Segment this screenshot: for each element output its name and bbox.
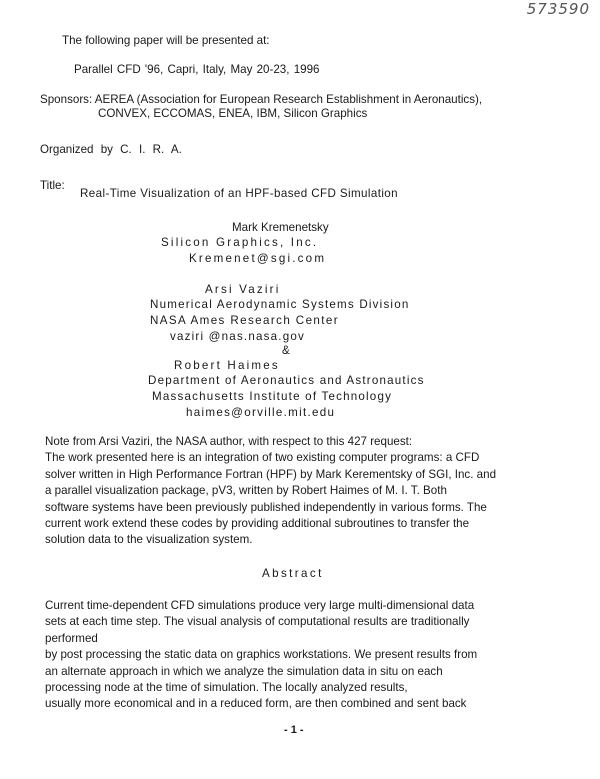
title-label: Title: <box>40 179 65 192</box>
author-1-affiliation: Silicon Graphics, Inc. <box>161 236 319 249</box>
handwritten-id: 573590 <box>526 0 590 18</box>
note-line: current work extend these codes by providing additional subroutines to transfer the <box>45 517 470 531</box>
note-line: Note from Arsi Vaziri, the NASA author, with respect to this 427 request: <box>45 435 413 448</box>
note-line: solver written in High Performance Fortran (HPF) by Mark Kerementsky of SGI, Inc. and <box>45 467 497 481</box>
author-2-name: Arsi Vaziri <box>205 283 281 296</box>
note-line: a parallel visualization package, pV3, written by Robert Haimes of M. I. T. Both <box>45 484 447 498</box>
abstract-heading: Abstract <box>262 567 324 580</box>
abstract-paragraph <box>45 598 580 713</box>
author-3-email: haimes@orville.mit.edu <box>186 406 336 419</box>
author-2-affiliation-2: NASA Ames Research Center <box>150 314 340 327</box>
author-3-affiliation-2: Massachusetts Institute of Technology <box>152 390 393 403</box>
ampersand: & <box>282 344 290 357</box>
note-line: software systems have been previously published independently in various forms. The <box>45 500 487 514</box>
author-3-name: Robert Haimes <box>174 359 280 372</box>
organized-line: Organized by C. I. R. A. <box>40 143 182 156</box>
sponsors-line-1: Sponsors: AEREA (Association for European Research Establishment in Aeronautics), <box>40 93 483 106</box>
author-3-affiliation-1: Department of Aeronautics and Astronautics <box>148 374 425 387</box>
note-line: solution data to the visualization system. <box>45 533 253 547</box>
note-line: The work presented here is an integration of two existing computer programs: a CFD <box>45 451 480 465</box>
page-number: - 1 - <box>284 724 304 736</box>
author-1-name: Mark Kremenetsky <box>232 221 329 234</box>
sponsors-line-2: CONVEX, ECCOMAS, ENEA, IBM, Silicon Graphics <box>98 107 368 120</box>
abstract-line: usually more economical and in a reduced form, are then combined and sent back <box>45 697 467 711</box>
abstract-line: by post processing the static data on graphics workstations. We present results from <box>45 648 478 662</box>
abstract-line: processing node at the time of simulation. The locally analyzed results, <box>45 681 408 695</box>
author-1-email: Kremenet@sgi.com <box>189 252 327 265</box>
presented-at-line: The following paper will be presented at: <box>62 34 270 47</box>
abstract-line: an alternate approach in which we analyze the simulation data in situ on each <box>45 664 443 678</box>
abstract-line: Current time-dependent CFD simulations produce very large multi-dimensional data <box>45 599 475 612</box>
abstract-line: sets at each time step. The visual analysis of computational results are traditionally <box>45 615 470 629</box>
note-paragraph <box>45 434 580 549</box>
conference-line: Parallel CFD '96, Capri, Italy, May 20-23, 1996 <box>74 63 320 76</box>
abstract-line: performed <box>45 631 98 645</box>
author-2-email: vaziri @nas.nasa.gov <box>170 330 306 343</box>
author-2-affiliation-1: Numerical Aerodynamic Systems Division <box>150 298 410 311</box>
paper-title: Real-Time Visualization of an HPF-based CFD Simulation <box>80 187 399 200</box>
